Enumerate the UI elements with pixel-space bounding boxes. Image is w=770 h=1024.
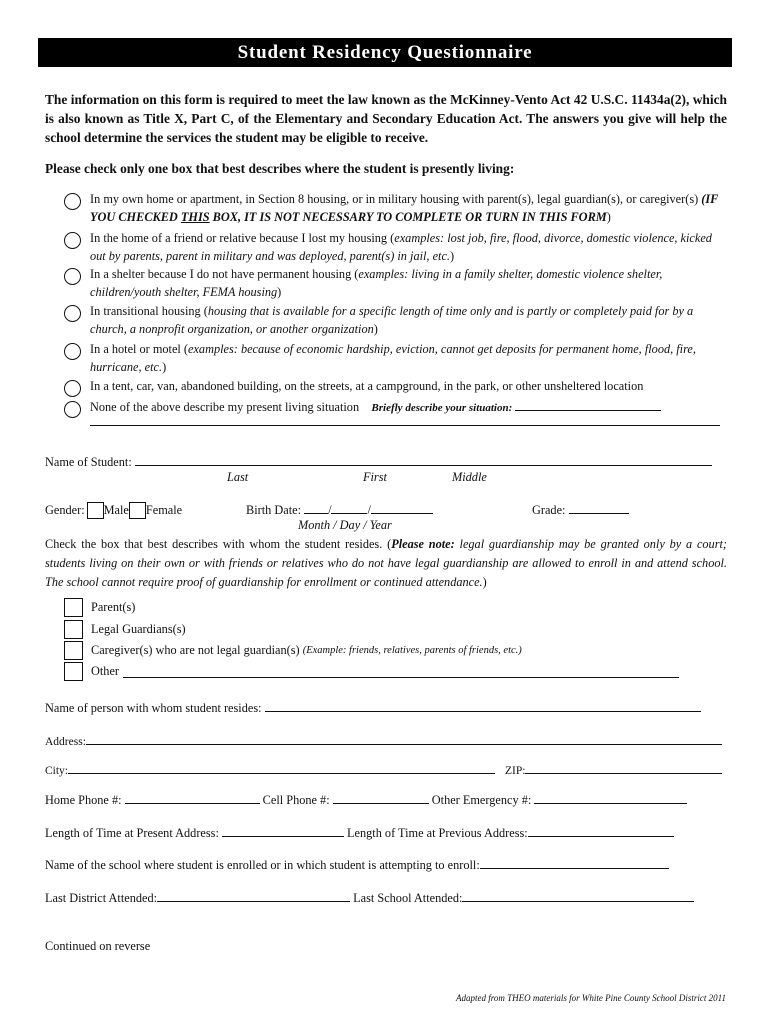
caregiver-checkbox[interactable] (64, 641, 83, 660)
resides-with-row: Name of person with whom student resides: (45, 700, 701, 716)
living-option-own-home[interactable]: In my own home or apartment, in Section 8 housing, or in military housing with parent(s), legal guardian(s), or caregiver(s) (IF YOU CHECKED THIS BOX, IT IS NOT NECESSARY TO COMPLETE OR TURN IN THIS FORM) (64, 191, 728, 226)
address-field[interactable] (86, 733, 722, 745)
reside-option-caregiver[interactable]: Caregiver(s) who are not legal guardian(s) (Example: friends, relatives, parents of friends, etc.) (64, 641, 522, 660)
middle-name-label: Middle (452, 470, 487, 484)
living-option-friend-relative[interactable]: In the home of a friend or relative because I lost my housing (examples: lost job, fire, flood, divorce, domestic violence, kicked out by parents, parent in military and was deployed, parent(s) in jail, etc.) (64, 230, 728, 265)
city-row: City: (45, 762, 495, 777)
grade-row: Grade: (532, 502, 629, 518)
footer-credit: Adapted from THEO materials for White Pine County School District 2011 (456, 993, 726, 1003)
resides-with-field[interactable] (265, 700, 701, 712)
birth-date-row: Birth Date: / / (246, 502, 433, 518)
radio-circle[interactable] (64, 232, 81, 249)
address-row: Address: (45, 733, 722, 748)
male-checkbox[interactable] (87, 502, 104, 519)
home-phone-field[interactable] (125, 792, 260, 804)
other-checkbox[interactable] (64, 662, 83, 681)
city-field[interactable] (68, 762, 495, 774)
living-option-shelter[interactable]: In a shelter because I do not have permanent housing (examples: living in a family shelter, domestic violence shelter, children/youth shelter, FEMA housing) (64, 266, 728, 301)
describe-situation-field[interactable] (515, 399, 661, 411)
legal-guardian-checkbox[interactable] (64, 620, 83, 639)
birth-date-format: Month / Day / Year (298, 518, 392, 532)
radio-circle[interactable] (64, 268, 81, 285)
student-name-row: Name of Student: (45, 454, 712, 470)
living-option-hotel[interactable]: In a hotel or motel (examples: because of economic hardship, eviction, cannot get deposits for permanent home, flood, fire, hurricane, etc.) (64, 341, 728, 376)
length-present-field[interactable] (222, 825, 344, 837)
school-name-field[interactable] (480, 857, 669, 869)
radio-circle[interactable] (64, 193, 81, 210)
student-name-field[interactable] (135, 454, 712, 466)
radio-circle[interactable] (64, 401, 81, 418)
living-option-unsheltered[interactable]: In a tent, car, van, abandoned building, on the streets, at a campground, in the park, or other unsheltered location (64, 378, 728, 397)
living-instruction: Please check only one box that best describes where the student is presently living: (45, 161, 515, 176)
other-emergency-field[interactable] (534, 792, 687, 804)
female-checkbox[interactable] (129, 502, 146, 519)
first-name-label: First (363, 470, 387, 484)
cell-phone-field[interactable] (333, 792, 429, 804)
parent-checkbox[interactable] (64, 598, 83, 617)
length-previous-field[interactable] (528, 825, 674, 837)
grade-field[interactable] (569, 502, 629, 514)
guardianship-paragraph: Check the box that best describes with whom the student resides. (Please note: legal guardianship may be granted only by a court; students living on their own or with friends or relatives who do not have legal guardianship are allowed to enroll in and attend school. The school cannot require proof of guardianship for enrollment or continued attendance.) (45, 537, 728, 589)
last-district-field[interactable] (157, 890, 350, 902)
continued-note: Continued on reverse (45, 939, 151, 953)
radio-circle[interactable] (64, 305, 81, 322)
living-option-none[interactable]: None of the above describe my present living situation Briefly describe your situation: (64, 399, 728, 418)
form-title: Student Residency Questionnaire (38, 38, 732, 67)
skip-note: (IF YOU CHECKED THIS BOX, IT IS NOT NECESSARY TO COMPLETE OR TURN IN THIS FORM (90, 192, 719, 224)
gender-row: Gender: Male Female (45, 503, 183, 517)
radio-circle[interactable] (64, 380, 81, 397)
reside-option-other[interactable]: Other (64, 662, 679, 681)
intro-paragraph: The information on this form is required to meet the law known as the McKinney-Vento Act 42 U.S.C. 11434a(2), which is also known as Title X, Part C, of the Elementary and Secondary Education Act. The answers you give will help the school determine the services the student may be eligible to receive. (45, 92, 727, 145)
last-attended-row: Last District Attended: Last School Attended: (45, 890, 694, 906)
birth-year-field[interactable] (371, 502, 433, 514)
zip-row: ZIP: (505, 762, 722, 777)
zip-field[interactable] (525, 762, 722, 774)
radio-circle[interactable] (64, 343, 81, 360)
birth-month-field[interactable] (304, 502, 328, 514)
describe-situation-line[interactable] (90, 425, 720, 426)
last-school-field[interactable] (462, 890, 694, 902)
reside-option-legal-guardian[interactable]: Legal Guardians(s) (64, 620, 186, 639)
last-name-label: Last (227, 470, 249, 484)
phone-row: Home Phone #: Cell Phone #: Other Emergency #: (45, 792, 687, 808)
school-name-row: Name of the school where student is enrolled or in which student is attempting to enroll: (45, 857, 669, 873)
living-option-transitional[interactable]: In transitional housing (housing that is available for a specific length of time only and is partly or completely paid for by a church, a nonprofit organization, or another organization) (64, 303, 728, 338)
birth-day-field[interactable] (331, 502, 367, 514)
reside-option-parent[interactable]: Parent(s) (64, 598, 135, 617)
length-of-time-row: Length of Time at Present Address: Length of Time at Previous Address: (45, 825, 674, 841)
other-field[interactable] (123, 666, 679, 678)
